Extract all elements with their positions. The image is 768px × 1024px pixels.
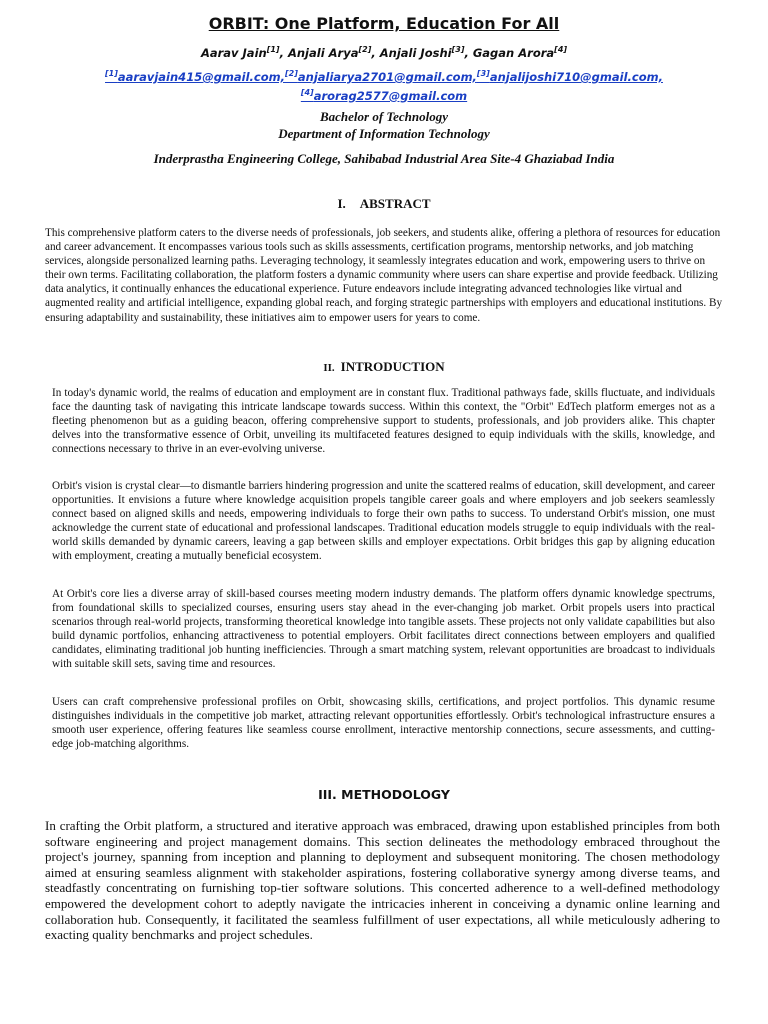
- email-address: anjaliarya2701@gmail.com,: [297, 69, 477, 84]
- abstract-heading: [0, 196, 768, 212]
- email-list: [80, 66, 688, 104]
- email-address: anjalijoshi710@gmail.com,: [489, 69, 663, 84]
- intro-paragraph: At Orbit's core lies a diverse array of skill-based courses meeting modern industry demands. The platform offers dynamic knowledge spectrums, from foundational skills to specialized courses, ensuring users stay ahead in the ever-changing job market. Orbit propels users into practical scenarios through real-world projects, transforming theoretical knowledge into tangible assets. These projects not only validate capabilities but also build dynamic portfolios, enhancing attractiveness to potential employers. Orbit facilitates direct connections between employers and qualified candidates, eliminating traditional job hunting inefficiencies. Through a smart matching system, relevant opportunities are broadcast to individuals with suitable skill sets, saving time and resources.: [52, 588, 715, 671]
- email-address: arorag2577@gmail.com: [313, 88, 468, 103]
- author-name: Anjali Arya: [287, 45, 359, 60]
- author-line: Aarav Jain[1], Anjali Arya[2], Anjali Joshi[3], Gagan Arora[4]: [200, 45, 568, 60]
- email-mark: [4]: [300, 87, 314, 97]
- author-mark: [4]: [554, 45, 568, 54]
- email-link[interactable]: [105, 70, 285, 84]
- methodology-text: In crafting the Orbit platform, a structured and iterative approach was embraced, drawing upon established principles from both software engineering and project management domains. This section delineates the methodology embraced throughout the project's journey, spanning from inception and planning to deployment and subsequent monitoring. The chosen methodology aimed at ensuring seamless alignment with stakeholder aspirations, fostering collaborative synergy among diverse teams, and steadfastly concentrating on furnishing top-tier software solutions. This concerted adherence to a well-defined methodology empowered the development cohort to adeptly navigate the intricacies inherent in conceiving a dynamic online learning and collaboration hub. Consequently, it facilitated the seamless fulfillment of user expectations, all while meticulously adhering to exacting quality benchmarks and project schedules.: [45, 818, 720, 943]
- section-title: ABSTRACT: [359, 196, 431, 211]
- author-name: Gagan Arora: [472, 45, 555, 60]
- department: Department of Information Technology: [278, 126, 490, 141]
- intro-paragraph: Users can craft comprehensive professional profiles on Orbit, showcasing skills, certifications, and project portfolios. This dynamic resume distinguishes individuals in the competitive job market, attracting relevant opportunities effortlessly. Orbit's technological infrastructure ensures a smooth user experience, offering features like seamless course enrollment, interactive mentorship connections, secure assessments, and cutting-edge job-matching algorithms.: [52, 696, 715, 751]
- email-mark: [2]: [285, 69, 298, 78]
- methodology-heading: III. METHODOLOGY: [318, 787, 450, 802]
- email-link[interactable]: [285, 70, 477, 84]
- email-address: aaravjain415@gmail.com,: [117, 69, 285, 84]
- author-name: Anjali Joshi: [379, 45, 452, 60]
- author-mark: [1]: [266, 45, 280, 54]
- intro-paragraph: Orbit's vision is crystal clear—to dismantle barriers hindering progression and unite the scattered realms of education, skill development, and career opportunities. It envisions a future where knowledge acquisition propels tangible career goals and where employers and job seekers seamlessly connect based on aligned skills and needs, empowering individuals to forge their own paths to success. To understand Orbit's mission, one must acknowledge the current state of educational and professional landscapes. Traditional education models struggle to equip individuals with the real-world skills demanded by dynamic careers, leaving a gap between skills and employer expectations. Orbit bridges this gap by aligning education with employment, creating a mutually beneficial ecosystem.: [52, 480, 715, 563]
- abstract-text: This comprehensive platform caters to the diverse needs of professionals, job seekers, and students alike, offering a plethora of resources for education and career advancement. It encompasses various tools such as skills assessments, certification programs, mentorship networks, and job matching services, alongside personalized learning paths. Leveraging technology, it seamlessly integrates education and work, empowering users to thrive on their own terms. Facilitating collaboration, the platform fosters a dynamic community where users can share expertise and provide feedback. Utilizing data analytics, it continually enhances the educational experience. Future endeavors include integrating advanced technologies like virtual and augmented reality and artificial intelligence, expanding global reach, and forging strategic partnerships with employers and educational institutions. By ensuring adaptability and sustainability, these initiatives aim to empower users for years to come.: [45, 227, 723, 324]
- author-mark: [3]: [451, 45, 465, 54]
- email-link[interactable]: [477, 70, 663, 84]
- section-number: I.: [337, 196, 346, 211]
- email-mark: [1]: [105, 69, 118, 78]
- author-name: Aarav Jain: [200, 45, 267, 60]
- degree: Bachelor of Technology: [319, 109, 449, 124]
- email-mark: [3]: [476, 69, 490, 78]
- introduction-heading: [0, 359, 768, 375]
- intro-paragraph: In today's dynamic world, the realms of education and employment are in constant flux. Traditional pathways fade, skills fluctuate, and individuals face the daunting task of navigating this intricate landscape towards success. Within this context, the "Orbit" EdTech platform emerges not as a fleeting phenomenon but as a guiding beacon, offering comprehensive support to students, professionals, and job providers alike. This chapter delves into the transformative essence of Orbit, unveiling its multifaceted features designed to equip individuals with the skills, knowledge, and connections necessary to thrive in an ever-evolving universe.: [52, 387, 715, 456]
- college: Inderprastha Engineering College, Sahibabad Industrial Area Site-4 Ghaziabad India: [153, 151, 615, 166]
- paper-title: ORBIT: One Platform, Education For All: [208, 14, 560, 33]
- section-title: INTRODUCTION: [340, 359, 445, 374]
- author-mark: [2]: [358, 45, 372, 54]
- email-link[interactable]: [301, 89, 467, 103]
- section-number: II.: [323, 362, 335, 374]
